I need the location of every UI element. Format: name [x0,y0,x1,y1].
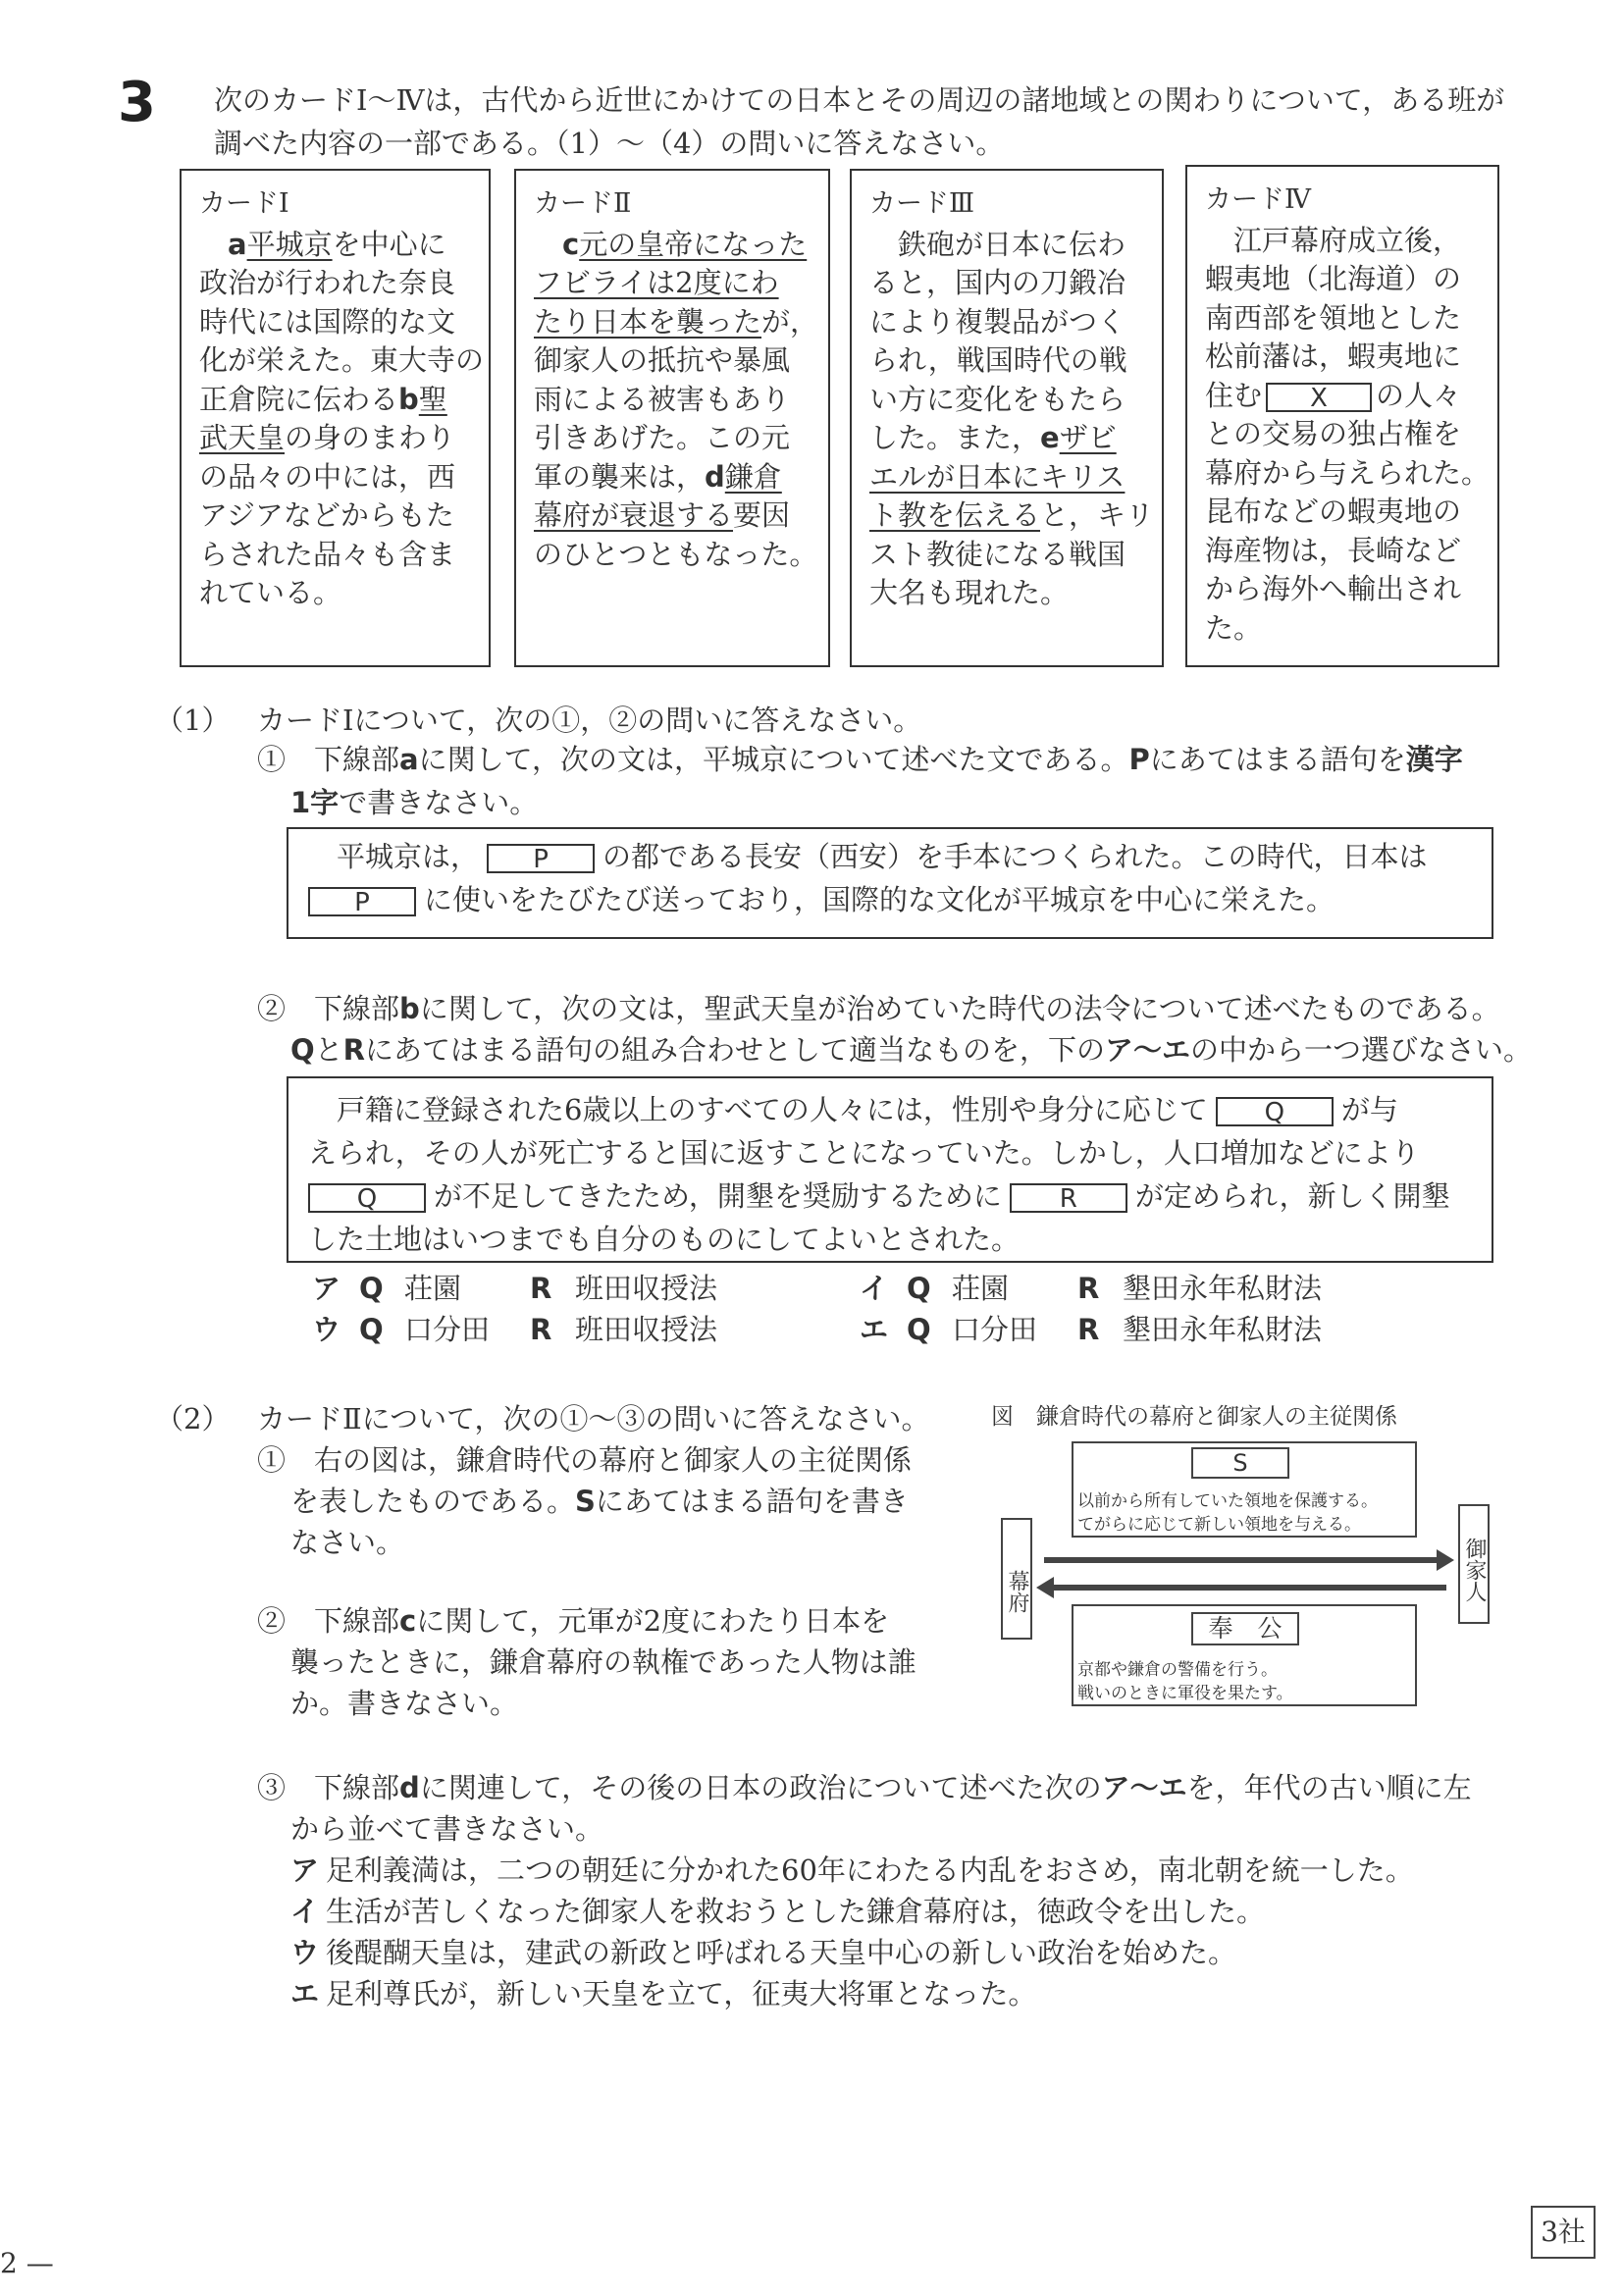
card-line [534,341,812,381]
choice-rv: 墾田永年私財法 [1123,1272,1323,1305]
card-text [534,228,562,261]
q1-sub2-t3: にあてはまる語句の組み合わせとして適当なものを，下の [365,1033,1106,1067]
arrow-right-shaft [1044,1557,1439,1563]
card-text: 時代には国際的な文 [199,304,456,339]
box1-t2: の都である長安（西安）を手本につくられた。この時代，日本は [602,840,1428,873]
card-text: 江戸幕府成立後， [1205,223,1462,257]
q2-text: カードⅡについて，次の①～③の問いに答えなさい。 [257,1402,930,1435]
card-line [199,419,473,458]
q1-sub1-num: ① [257,743,287,776]
card-text: 鉄砲が日本に伝わ [869,227,1126,261]
card-line [869,381,1146,420]
q1-sub1-1ji: 1字 [290,786,340,819]
card-line [1205,570,1482,609]
card-line [869,303,1146,342]
item-text: 足利義満は，二つの朝廷に分かれた60年にわたる内乱をおさめ，南北朝を統一した。 [326,1853,1414,1887]
q1-sub2-line1 [257,987,1500,1030]
q1-sub2-t2: に関して，次の文は，聖武天皇が治めていた時代の法令について述べたものである。 [419,992,1500,1025]
card-text: 要因 [733,498,791,532]
q2-sub1-num: ① [257,1443,287,1477]
q2-sub2-line3: か。書きなさい。 [290,1687,519,1720]
q1-sub1-line1 [257,738,1463,781]
underline-label: b [398,382,419,416]
card-text: い方に変化をもたら [869,382,1126,416]
q1-sub2-range: ア～エ [1105,1033,1191,1067]
choice-k: ア [312,1272,341,1305]
card-2 [514,169,830,667]
card-line [534,303,819,342]
choice-r: R [530,1272,552,1305]
card-line [869,458,1146,497]
figure-caption: 図 鎌倉時代の幕府と御家人の主従関係 [991,1404,1397,1430]
card-line [534,264,812,303]
choice-rv: 班田収授法 [575,1313,718,1346]
q2-sub1-t1: 右の図は，鎌倉時代の幕府と御家人の主従関係 [314,1443,913,1477]
q2-sub3-t2: に関連して，その後の日本の政治について述べた次の [419,1771,1102,1804]
card-text: を中心に [332,227,446,261]
item-text: 後醍醐天皇は，建武の新政と呼ばれる天皇中心の新しい政治を始めた。 [326,1936,1237,1969]
q1-sub1-t2: に関して，次の文は，平城京について述べた文である。 [418,743,1129,776]
card-text: アジアなどからもた [199,498,454,532]
card-text: 政治が行われた奈良 [199,266,456,299]
card-text: 御家人の抵抗や暴風 [534,343,791,377]
goon-text-2: てがらに応じて新しい領地を与える。 [1077,1515,1361,1535]
choice-qv: 荘園 [404,1272,462,1305]
blank-r: R [1010,1183,1127,1213]
chronology-item [290,1972,1036,2015]
q1-sub2-r: R [342,1033,366,1067]
card-title: カードⅢ [869,188,975,219]
card-line [199,264,473,303]
card-text: との交易の独占権を [1205,417,1462,450]
card-text: から海外へ輸出され [1205,572,1462,605]
card-line [199,574,473,613]
q2-sub1-s: S [575,1485,596,1518]
card-line [1205,493,1482,532]
card-text: スト教徒になる戦国 [869,537,1126,571]
card-line [199,496,473,536]
houko-text-2: 戦いのときに軍役を果たす。 [1077,1684,1293,1703]
feudal-relationship-figure [991,1398,1487,1722]
card-text: により複製品がつく [869,304,1126,339]
card-line [1205,415,1482,454]
answer-choice [312,1309,717,1350]
card-3 [850,169,1164,667]
q1-sub1-t1: 下線部 [314,743,400,776]
item-text: 足利尊氏が，新しい天皇を立て，征夷大将軍となった。 [326,1977,1037,2010]
card-line [199,226,473,265]
q1-sub2-to: と [314,1033,343,1067]
chronology-item [290,1890,1265,1933]
underline-label: d [705,459,725,494]
choice-qv: 口分田 [404,1313,491,1346]
underline-label: e [1040,421,1060,454]
card-line [534,496,812,536]
q1-sub1-box [287,827,1493,939]
card-text: 引きあげた。この元 [534,421,791,454]
box2-t1: 戸籍に登録された6歳以上のすべての人々には，性別や身分に応じて [337,1093,1208,1126]
card-text: 軍の襲来は， [534,459,706,494]
q2-sub2-c: c [399,1604,417,1638]
choice-k: ウ [312,1313,341,1346]
goon-text-1: 以前から所有していた領地を保護する。 [1077,1491,1378,1511]
choice-qv: 口分田 [952,1313,1038,1346]
card-line [534,419,812,458]
q2-sub1-line2 [290,1480,909,1523]
card-text: が， [761,304,819,339]
choice-rv: 墾田永年私財法 [1123,1313,1323,1346]
card-text: 雨による被害もあり [534,382,791,416]
choice-qv: 荘園 [952,1272,1010,1305]
q2-sub3-t3: を，年代の古い順に左 [1186,1771,1472,1804]
box2-t2: が与 [1340,1093,1398,1126]
q1-sub1-p: P [1128,743,1150,776]
q2-sub2-num: ② [257,1604,287,1638]
arrow-left-shaft [1052,1585,1446,1591]
card-line [869,264,1146,303]
item-key: エ [290,1977,320,2010]
card-line [534,381,812,420]
answer-choice [860,1309,1322,1350]
card-text: のひとつともなった。 [534,537,818,571]
card-line [1205,222,1482,261]
houko-box [1072,1604,1417,1706]
card-text: 化が栄えた。東大寺の [199,343,485,377]
q1-sub2-num: ② [257,992,287,1025]
q1-text: カードⅠについて，次の①，②の問いに答えなさい。 [257,704,922,737]
q2-sub1-line3: なさい。 [290,1526,405,1559]
card-text: 昆布などの蝦夷地の [1205,495,1462,528]
box2-t6: した土地はいつまでも自分のものにしてよいとされた。 [308,1223,1021,1256]
underlined-text: 聖 [418,382,447,416]
card-text: 南西部を領地とした [1205,300,1462,335]
card-title: カードⅠ [199,188,289,219]
subject-tag: 3社 [1531,2206,1596,2259]
card-line [869,341,1146,381]
bakufu-box: 幕府 [1001,1518,1032,1640]
card-line [1205,454,1491,494]
q2-sub3-num: ③ [257,1771,287,1804]
arrow-right-head [1437,1549,1454,1571]
card-line [534,536,818,575]
houko-text-1: 京都や鎌倉の警備を行う。 [1077,1660,1278,1680]
q2-sub3-line2: から並べて書きなさい。 [290,1812,604,1846]
s-blank: S [1191,1447,1289,1479]
q2-sub3-line1 [257,1766,1472,1809]
card-line [199,341,485,381]
q2-label: （2） [155,1402,231,1435]
answer-choice [312,1268,717,1309]
houko-label: 奉 公 [1191,1612,1299,1645]
choice-r: R [1077,1272,1100,1305]
item-key: ウ [290,1936,320,1969]
q1-sub2-t1: 下線部 [314,992,400,1025]
card-line [869,574,1146,613]
card-text: と，キリ [1040,498,1155,532]
card-text: 住む [1205,378,1263,412]
item-key: ア [290,1853,320,1887]
card-line [1205,532,1482,571]
card-line [199,303,473,342]
choice-k: イ [860,1272,889,1305]
choice-rv: 班田収授法 [575,1272,718,1305]
card-line [1205,260,1482,299]
card-line [869,536,1146,575]
box2-t4: が不足してきたため，開墾を奨励するために [434,1179,1002,1213]
goon-box [1072,1441,1417,1538]
box2-t5: が定められ，新しく開墾 [1134,1179,1450,1213]
card-text: 大名も現れた。 [869,576,1070,609]
blank-q-2: Q [308,1183,426,1213]
choice-q: Q [359,1272,384,1305]
card-line [534,458,812,497]
q2-sub2-t1: 下線部 [314,1604,400,1638]
card-text: の品々の中には，西 [199,459,456,494]
card-text: らされた品々も含ま [199,537,456,571]
card-line [869,419,1146,458]
underlined-text: 幕府が衰退する [534,498,734,532]
q2-sub2-t2: に関して，元軍が2度にわたり日本を [416,1604,890,1638]
q1-sub2-line2 [290,1028,1532,1071]
card-line [534,226,812,265]
page-number: 2 — [0,2247,54,2279]
card-text: 幕府から与えられた。 [1205,455,1491,490]
card-text: 松前藩は，蝦夷地に [1205,339,1462,373]
underlined-text: エルが日本にキリス [869,459,1126,494]
q2-sub1-t3: にあてはまる語句を書き [595,1485,909,1518]
choice-k: エ [860,1313,889,1346]
item-text: 生活が苦しくなった御家人を救おうとした鎌倉幕府は，徳政令を出した。 [326,1895,1266,1928]
box2-t3: えられ，その人が死亡すると国に返すことになっていた。しかし，人口増加などにより [308,1136,1420,1170]
item-key: イ [290,1895,320,1928]
gokenin-box: 御家人 [1458,1504,1490,1624]
card-line [199,458,473,497]
chronology-item [290,1849,1414,1892]
underlined-text: 元の皇帝になった [579,227,808,261]
underline-label: c [562,227,580,261]
card-text: した。また， [869,421,1041,454]
card-text: の人々 [1376,378,1462,412]
q2-sub3-range: ア～エ [1101,1771,1187,1804]
card-line [1205,299,1482,339]
q1-sub1-a: a [399,743,419,776]
underlined-text: ザビ [1059,421,1117,454]
underlined-text: フビライは2度にわ [534,266,779,299]
choice-r: R [1077,1313,1100,1346]
q1-sub2-box [287,1076,1493,1263]
q1-sub2-t4: の中から一つ選びなさい。 [1190,1033,1533,1067]
choice-q: Q [907,1313,931,1346]
q2-sub3-d: d [399,1771,420,1804]
box1-t3: に使いをたびたび送っており，国際的な文化が平城京を中心に栄えた。 [424,883,1335,916]
blank-x: X [1266,383,1372,412]
q2-sub1-t2: を表したものである。 [290,1485,576,1518]
underlined-text: 平城京 [246,227,333,261]
card-title: カードⅡ [534,188,632,219]
q1-sub1-kanji: 漢字 [1405,743,1463,776]
question-number: 3 [118,71,156,134]
card-text: 海産物は，長崎など [1205,533,1462,567]
card-text [199,228,228,261]
card-text: られ，戦国時代の戦 [869,343,1127,377]
q1-sub1-line2 [290,781,538,824]
card-line [1205,609,1482,649]
card-text: ると，国内の刀鍛冶 [869,266,1126,299]
blank-q-1: Q [1216,1097,1334,1126]
choice-q: Q [359,1313,384,1346]
box1-t1: 平城京は， [337,840,480,873]
q2-sub1-line1 [257,1438,912,1482]
question-intro: 次のカードⅠ～Ⅳは，古代から近世にかけての日本とその周辺の諸地域との関わりについて，ある班が調べた内容の一部である。（1）～（4）の問いに答えなさい。 [214,83,1505,160]
card-line [199,381,473,420]
card-text: 蝦夷地（北海道）の [1205,262,1462,295]
underlined-text: たり日本を襲った [534,304,762,339]
underlined-text: 鎌倉 [724,459,782,494]
card-1 [180,169,491,667]
q1-sub1-t3: にあてはまる語句を [1149,743,1406,776]
arrow-left-head [1036,1577,1054,1598]
underlined-text: ト教を伝える [869,498,1041,532]
q2-sub2-line2: 襲ったときに，鎌倉幕府の執権であった人物は誰 [290,1645,916,1679]
underline-label: a [228,227,247,261]
chronology-item [290,1931,1236,1974]
q1-sub1-t4: で書きなさい。 [339,786,539,819]
choice-r: R [530,1313,552,1346]
card-line [1205,377,1482,416]
card-line [869,226,1146,265]
answer-choice [860,1268,1322,1309]
underlined-text: 武天皇 [199,421,286,454]
blank-p-2: P [308,887,416,916]
q2-sub3-t1: 下線部 [314,1771,400,1804]
q1-sub2-b: b [399,992,420,1025]
q1-label: （1） [155,704,231,737]
blank-p-1: P [487,844,595,873]
choice-q: Q [907,1272,931,1305]
card-title: カードⅣ [1205,184,1311,215]
card-text: 正倉院に伝わる [199,382,399,416]
card-text: れている。 [199,576,342,609]
card-line [199,536,473,575]
card-line [1205,338,1482,377]
q2-sub2-line1 [257,1599,889,1643]
card-line [869,496,1155,536]
q1-sub2-q: Q [290,1033,315,1067]
card-text: の身のまわり [285,421,456,454]
card-4 [1185,165,1499,667]
card-text: た。 [1205,610,1263,645]
